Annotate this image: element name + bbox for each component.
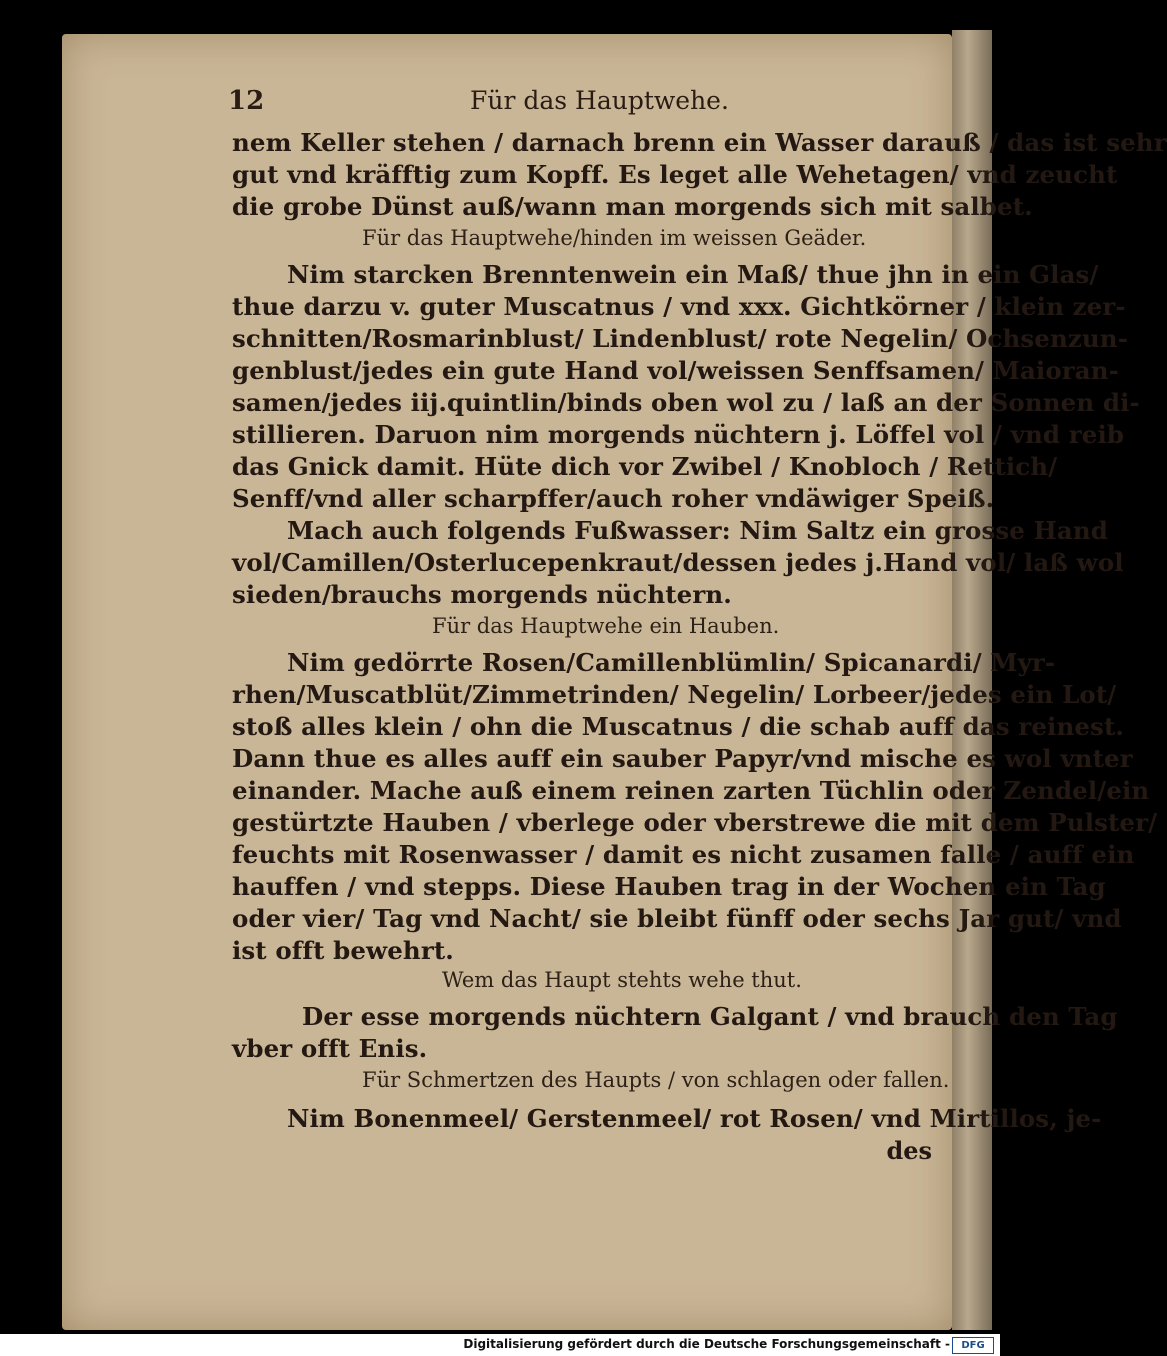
text-line: samen/jedes iij.quintlin/binds oben wol zu / laß an der Sonnen di-	[232, 388, 1140, 417]
text-line: Der esse morgends nüchtern Galgant / vnd brauch den Tag	[302, 1002, 1118, 1031]
text-line: rhen/Muscatblüt/Zimmetrinden/ Negelin/ Lorbeer/jedes ein Lot/	[232, 680, 1117, 709]
section-heading: Für das Hauptwehe/hinden im weissen Geäder.	[362, 226, 867, 250]
text-line: hauffen / vnd stepps. Diese Hauben trag in der Wochen ein Tag	[232, 872, 1106, 901]
text-line: einander. Mache auß einem reinen zarten Tüchlin oder Zendel/ein	[232, 776, 1150, 805]
text-line: schnitten/Rosmarinblust/ Lindenblust/ rote Negelin/ Ochsenzun-	[232, 324, 1128, 353]
page-number: 12	[228, 86, 265, 116]
text-line: stillieren. Daruon nim morgends nüchtern j. Löffel vol / vnd reib	[232, 420, 1125, 449]
section-heading: Für Schmertzen des Haupts / von schlagen oder fallen.	[362, 1068, 950, 1092]
text-line: nem Keller stehen / darnach brenn ein Wasser darauß / das ist sehr	[232, 128, 1167, 157]
funding-credit: Digitalisierung gefördert durch die Deutsche Forschungsgemeinschaft -	[463, 1337, 950, 1351]
text-line: die grobe Dünst auß/wann man morgends sich mit salbet.	[232, 192, 1033, 221]
text-line: gestürtzte Hauben / vberlege oder vberstrewe die mit dem Pulster/	[232, 808, 1158, 837]
dfg-logo	[952, 1337, 994, 1354]
text-line: Mach auch folgends Fußwasser: Nim Saltz ein grosse Hand	[287, 516, 1108, 545]
section-heading: Wem das Haupt stehts wehe thut.	[442, 968, 802, 992]
text-line: Nim gedörrte Rosen/Camillenblümlin/ Spicanardi/ Myr-	[287, 648, 1056, 677]
text-line: gut vnd kräfftig zum Kopff. Es leget alle Wehetagen/ vnd zeucht	[232, 160, 1118, 189]
text-line: feuchts mit Rosenwasser / damit es nicht zusamen falle / auff ein	[232, 840, 1135, 869]
text-line: das Gnick damit. Hüte dich vor Zwibel / Knobloch / Rettich/	[232, 452, 1058, 481]
text-line: oder vier/ Tag vnd Nacht/ sie bleibt fünff oder sechs Jar gut/ vnd	[232, 904, 1122, 933]
footer-bar	[0, 1334, 1000, 1356]
running-head-title: Für das Hauptwehe.	[470, 86, 729, 115]
text-line: stoß alles klein / ohn die Muscatnus / die schab auff das reinest.	[232, 712, 1124, 741]
section-heading: Für das Hauptwehe ein Hauben.	[432, 614, 780, 638]
text-line: ist offt bewehrt.	[232, 936, 454, 965]
text-line: vol/Camillen/Osterlucepenkraut/dessen jedes j.Hand vol/ laß wol	[232, 548, 1124, 577]
dfg-logo-text: DFG	[961, 1340, 985, 1351]
text-line: Nim Bonenmeel/ Gerstenmeel/ rot Rosen/ vnd Mirtillos, je-	[287, 1104, 1102, 1133]
text-line: sieden/brauchs morgends nüchtern.	[232, 580, 732, 609]
running-head	[0, 86, 1000, 116]
text-line: thue darzu v. guter Muscatnus / vnd xxx. Gichtkörner / klein zer-	[232, 292, 1126, 321]
text-line: genblust/jedes ein gute Hand vol/weissen Senffsamen/ Maioran-	[232, 356, 1119, 385]
text-line: vber offt Enis.	[232, 1034, 428, 1063]
text-line: Dann thue es alles auff ein sauber Papyr/vnd mische es wol vnter	[232, 744, 1133, 773]
text-line: Senff/vnd aller scharpffer/auch roher vndäwiger Speiß.	[232, 484, 995, 513]
text-line: Nim starcken Brenntenwein ein Maß/ thue jhn in ein Glas/	[287, 260, 1099, 289]
catchword: des	[886, 1136, 932, 1165]
